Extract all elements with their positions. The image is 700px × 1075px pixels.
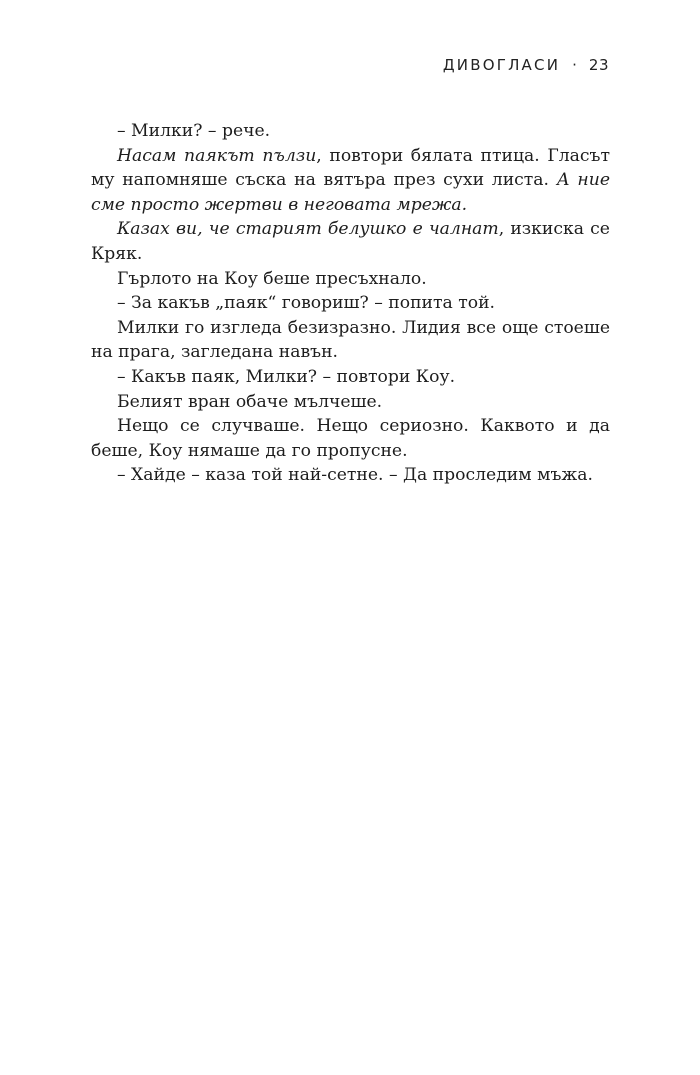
italic-text-segment: Насам паякът пълзи: [117, 145, 317, 166]
text-segment: – Хайде – каза той най-сетне. – Да проследим мъжа.: [117, 465, 593, 486]
paragraph: [91, 414, 610, 463]
book-title: ДИВОГЛАСИ: [442, 56, 561, 74]
text-segment: – Какъв паяк, Милки? – повтори Коу.: [117, 366, 456, 387]
body-text: [91, 119, 610, 488]
text-segment: Гърлото на Коу беше пресъхнало.: [117, 268, 427, 289]
paragraph: [91, 365, 610, 390]
text-segment: – За какъв „паяк“ говориш? – попита той.: [117, 293, 495, 314]
running-header: [443, 56, 609, 74]
page-number: 23: [588, 56, 609, 74]
text-segment: Нещо се случваше. Нещо сериозно. Каквото и да беше, Коу нямаше да го пропусне.: [91, 416, 610, 461]
text-segment: Белият вран обаче мълчеше.: [117, 391, 383, 412]
paragraph: [91, 463, 610, 488]
paragraph: [91, 267, 610, 292]
paragraph: [91, 119, 610, 144]
italic-text-segment: Казах ви, че старият белушко е чалнат: [117, 219, 499, 240]
text-segment: , повтори бялата птица. Гласът му напомняше съска на вятъра през сухи листа.: [91, 145, 610, 191]
text-segment: Милки го изгледа безизразно. Лидия все още стоеше на прага, загледана навън.: [91, 317, 610, 363]
italic-text-segment: А ние сме просто жертви в неговата мрежа.: [91, 170, 610, 215]
text-segment: – Милки? – рече.: [117, 121, 271, 141]
header-separator: ·: [572, 56, 577, 74]
paragraph: [91, 144, 610, 218]
paragraph: [91, 390, 610, 415]
paragraph: [91, 217, 610, 266]
paragraph: [91, 291, 610, 316]
paragraph: [91, 316, 610, 365]
text-segment: , изкиска се Кряк.: [91, 219, 610, 264]
